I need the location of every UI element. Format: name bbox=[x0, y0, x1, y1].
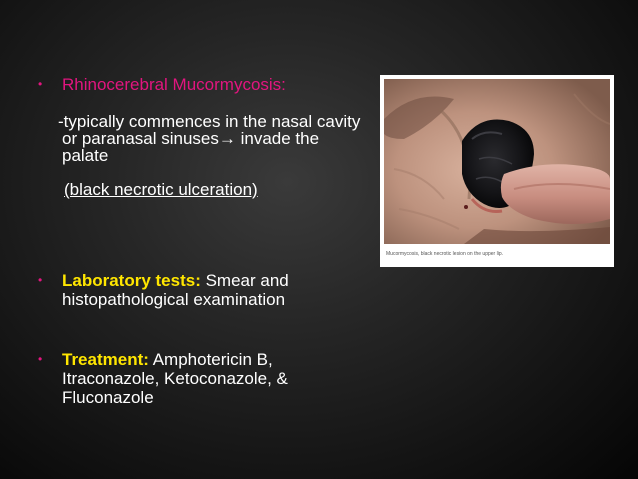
bullet-heading-treatment: Treatment: bbox=[62, 350, 149, 369]
lip-lesion-illustration bbox=[384, 79, 610, 244]
bullet-marker: • bbox=[38, 273, 43, 287]
bullet-text-laboratory: Smear and histopathological examination bbox=[62, 271, 289, 309]
bullet-treatment bbox=[38, 350, 368, 407]
rhinocerebral-detail-text: -typically commences in the nasal cavity or paranasal sinuses bbox=[58, 112, 361, 148]
bullet-heading-laboratory: Laboratory tests: bbox=[62, 271, 201, 290]
bullet-laboratory-tests bbox=[38, 271, 368, 309]
arrow-icon: → bbox=[218, 129, 236, 148]
clinical-photo bbox=[384, 79, 610, 244]
bullet-text-treatment: Amphotericin B, Itraconazole, Ketoconazole, & Fluconazole bbox=[62, 350, 288, 407]
bullet-marker: • bbox=[38, 77, 43, 91]
bullet-rhinocerebral bbox=[38, 75, 368, 94]
rhinocerebral-note: (black necrotic ulceration) bbox=[64, 180, 258, 199]
rhinocerebral-detail-tail: invade the palate bbox=[62, 129, 320, 165]
photo-caption: Mucormycosis, black necrotic lesion on the upper lip. bbox=[386, 251, 503, 257]
bullet-marker: • bbox=[38, 352, 43, 366]
bullet-heading-rhinocerebral: Rhinocerebral Mucormycosis: bbox=[62, 75, 286, 94]
clinical-photo-frame bbox=[380, 75, 614, 267]
rhinocerebral-detail bbox=[58, 113, 362, 164]
